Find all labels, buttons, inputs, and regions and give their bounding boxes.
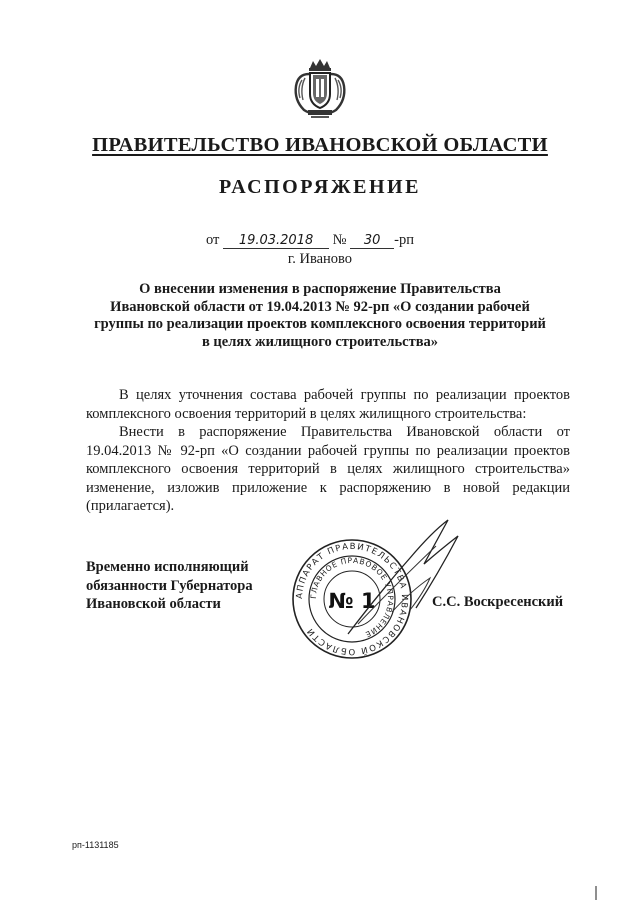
number-sign: № (332, 232, 347, 248)
signer-name: С.С. Воскресенский (432, 594, 564, 610)
position-line: Ивановской области (86, 596, 221, 612)
coat-of-arms-emblem (288, 58, 352, 120)
government-title: ПРАВИТЕЛЬСТВО ИВАНОВСКОЙ ОБЛАСТИ (92, 134, 548, 156)
subject-line: в целях жилищного строительства» (201, 333, 439, 350)
subject-line: Ивановской области от 19.04.2013 № 92-рп «О создании рабочей (110, 298, 530, 315)
handwritten-number: 30 (350, 233, 394, 249)
number-suffix: -рп (394, 232, 414, 248)
document-type-heading: РАСПОРЯЖЕНИЕ (219, 176, 421, 198)
body-paragraph-1: В целях уточнения состава рабочей группы по реализации проектов комплексного освоения территорий в целях жилищного строительства: (86, 387, 570, 422)
date-prefix: от (206, 232, 220, 248)
position-line: обязанности Губернатора (86, 577, 253, 594)
city-line: г. Иваново (287, 251, 353, 267)
handwritten-date: 19.03.2018 (223, 233, 329, 249)
date-number-line (206, 232, 414, 249)
position-line: Временно исполняющий (86, 559, 249, 575)
stamp-ring-text: АППАРАТ ПРАВИТЕЛЬСТВА ИВАНОВСКОЙ ОБЛАСТИ (294, 541, 410, 657)
signer-position (86, 558, 253, 614)
subject-line: группы по реализации проектов комплексного освоения территорий (94, 316, 546, 332)
document-code: рп-1131185 (72, 840, 119, 850)
body-paragraph-2: Внести в распоряжение Правительства Ивановской области от 19.04.2013 № 92-рп «О создании рабочей группы по реализации проектов комплексного освоения территорий в целях жилищного строительства» изменение, изложив приложение к распоряжению в новой редакции (прилагается). (86, 424, 570, 514)
document-subject (90, 281, 550, 351)
scan-mark (592, 886, 600, 900)
stamp-number: № 1 (328, 589, 376, 613)
subject-line: О внесении изменения в распоряжение Правительства (139, 281, 501, 297)
stamp-inner-text: ГЛАВНОЕ ПРАВОВОЕ УПРАВЛЕНИЕ (308, 555, 396, 640)
handwritten-signature (340, 512, 470, 642)
